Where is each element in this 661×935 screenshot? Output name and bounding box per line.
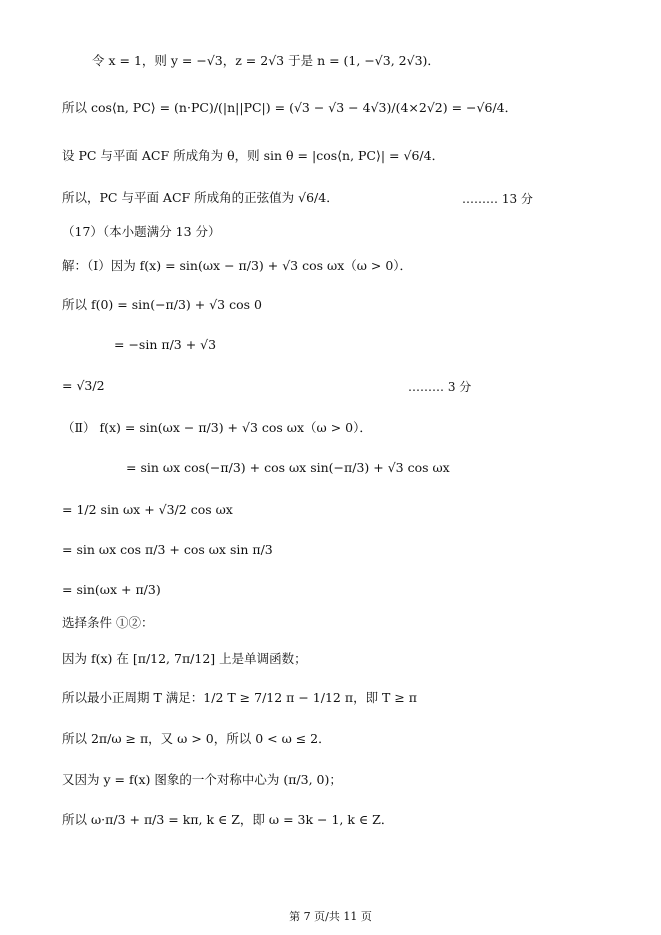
- score-mark: ……… 3 分: [408, 380, 472, 394]
- text-line: 因为 f(x) 在 [π/12, 7π/12] 上是单调函数；: [62, 651, 307, 666]
- text-line: = sin ωx cos(−π/3) + cos ωx sin(−π/3) + √3 cos ωx: [126, 460, 450, 475]
- score-mark: ……… 13 分: [462, 192, 533, 206]
- text-line: 又因为 y = f(x) 图象的一个对称中心为 (π/3, 0)；: [62, 772, 342, 787]
- text-line: 所以 2π/ω ≥ π，又 ω > 0，所以 0 < ω ≤ 2．: [62, 731, 331, 746]
- text-line: 设 PC 与平面 ACF 所成角为 θ，则 sin θ = |cos⟨n, PC⟩| = √6/4．: [62, 148, 445, 163]
- text-line: 所以 f(0) = sin(−π/3) + √3 cos 0: [62, 297, 262, 312]
- page-footer: 第 7 页/共 11 页: [289, 910, 372, 923]
- text-line: = √3/2: [62, 378, 105, 393]
- section-heading: （17）（本小题满分 13 分）: [62, 224, 221, 239]
- text-line: 令 x = 1，则 y = −√3，z = 2√3 于是 n = (1, −√3, 2√3)．: [92, 53, 440, 68]
- text-line: 所以 cos⟨n, PC⟩ = (n·PC)/(|n||PC|) = (√3 − √3 − 4√3)/(4×2√2) = −√6/4．: [62, 100, 518, 115]
- text-line: （Ⅱ） f(x) = sin(ωx − π/3) + √3 cos ωx（ω > 0）．: [62, 420, 372, 435]
- text-line: 所以最小正周期 T 满足：1/2 T ≥ 7/12 π − 1/12 π，即 T ≥ π: [62, 690, 418, 705]
- text-line: 所以，PC 与平面 ACF 所成角的正弦值为 √6/4．: [62, 190, 339, 205]
- text-line: = −sin π/3 + √3: [114, 337, 217, 352]
- text-line: = 1/2 sin ωx + √3/2 cos ωx: [62, 502, 233, 517]
- text-line: 解：（Ⅰ）因为 f(x) = sin(ωx − π/3) + √3 cos ωx（ω > 0）．: [62, 258, 413, 273]
- text-line: = sin ωx cos π/3 + cos ωx sin π/3: [62, 542, 273, 557]
- text-line: 所以 ω·π/3 + π/3 = kπ, k ∈ Z，即 ω = 3k − 1, k ∈ Z．: [62, 812, 394, 827]
- text-line: = sin(ωx + π/3): [62, 582, 161, 597]
- text-line: 选择条件 ①②：: [62, 615, 154, 630]
